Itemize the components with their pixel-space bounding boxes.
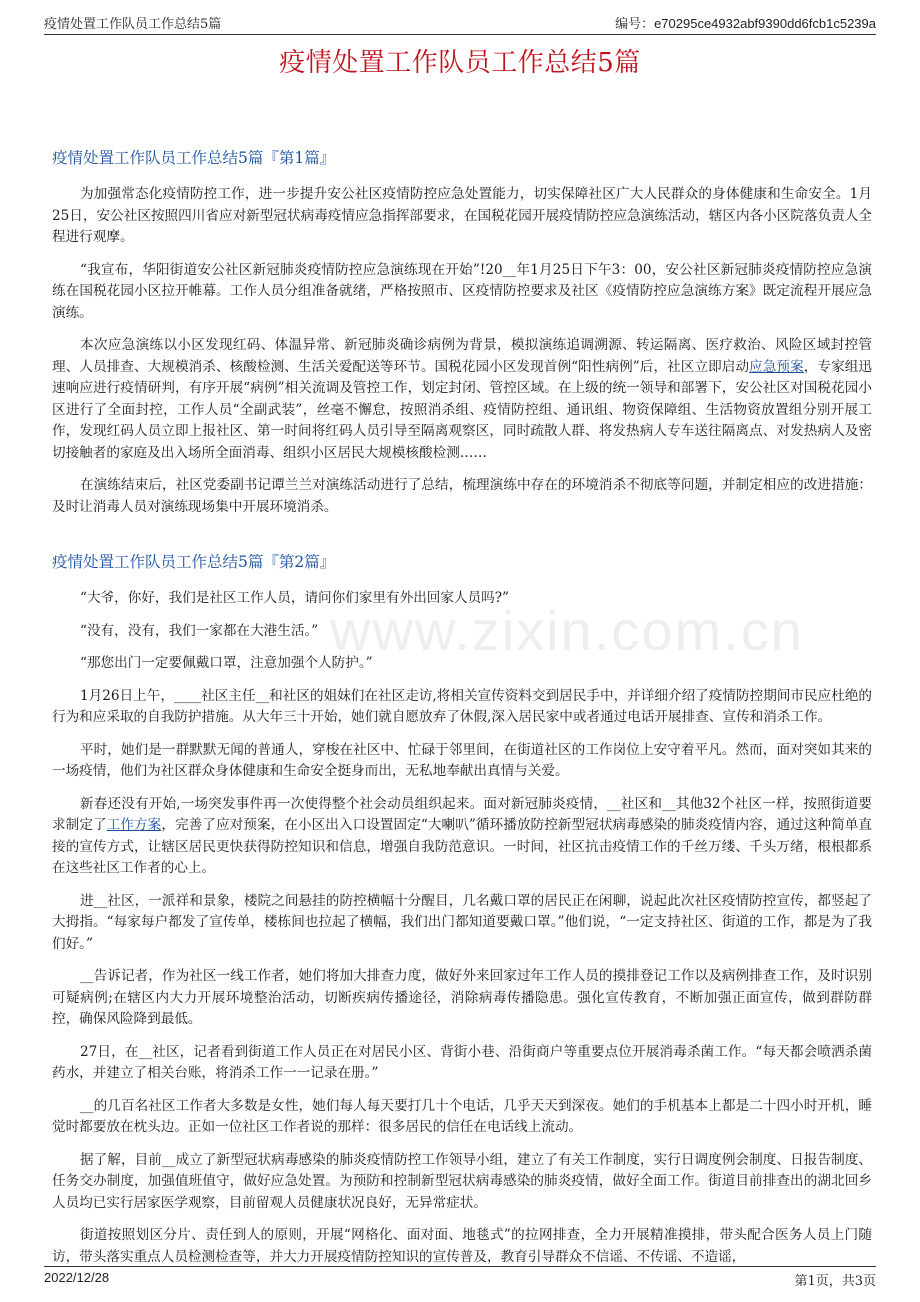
paragraph [52, 794, 872, 880]
footer-page-number: 第1页，共3页 [794, 1274, 876, 1289]
paragraph: __的几百名社区工作者大多数是女性，她们每人每天要打几十个电话，几乎天天到深夜。她们的手机基本上都是二十四小时开机，睡觉时都要放在枕头边。正如一位社区工作者说的那样：很多居民的信任在电话线上流动。 [52, 1097, 872, 1135]
watermark: www.zixin.com.cn [330, 599, 804, 662]
section-2 [52, 550, 872, 1279]
work-plan-link[interactable]: 工作方案 [106, 817, 162, 833]
paragraph-text: ，专家组迅速响应进行疫情研判，有序开展“病例”相关流调及管控工作，划定封闭、管控区域。在上级的统一领导和部署下，安公社区对国税花园小区进行了全面封控，工作人员“全副武装”，丝毫不懈怠，按照消杀组、疫情防控组、通讯组、物资保障组、生活物资放置组分别开展工作，发现红码人员立即上报社区、第一时间将红码人员引导至隔离观察区，同时疏散人群、将发热病人专车送往隔离点、对发热病人及密切接触者的家庭及出入场所全面消毒、组织小区居民大规模核酸检测…… [52, 358, 873, 461]
paragraph: “我宣布，华阳街道安公社区新冠肺炎疫情防控应急演练现在开始”!20__年1月25日下午3：00，安公社区新冠肺炎疫情防控应急演练在国税花园小区拉开帷幕。工作人员分组准备就绪，严格按照市、区疫情防控要求及社区《疫情防控应急演练方案》既定流程开展应急演练。 [52, 261, 872, 321]
page-footer [44, 1266, 876, 1290]
paragraph-text: 本次应急演练以小区发现红码、体温异常、新冠肺炎确诊病例为背景，模拟演练追调溯源、转运隔离、医疗救治、风险区域封控管理、人员排查、大规模消杀、核酸检测、生活关爱配送等环节。国税花园小区发现首例“阳性病例”后，社区立即启动 [52, 337, 872, 375]
paragraph: 为加强常态化疫情防控工作，进一步提升安公社区疫情防控应急处置能力，切实保障社区广大人民群众的身体健康和生命安全。1月25日，安公社区按照四川省应对新型冠状病毒疫情应急指挥部要求，在国税花园开展疫情防控应急演练活动，辖区内各小区院落负责人全程进行观摩。 [52, 186, 872, 245]
paragraph [52, 335, 872, 464]
page-header [44, 12, 876, 35]
section-1 [52, 146, 872, 529]
paragraph-text: ，完善了应对预案，在小区出入口设置固定“大喇叭”循环播放防控新型冠状病毒感染的肺炎疫情内容，通过这种简单直接的宣传方式，让辖区居民更快获得防控知识和信息，增强自我防范意识。一时间，社区抗击疫情工作的千丝万缕、千头万绪，根根都系在这些社区工作者的心上。 [52, 817, 873, 876]
section-heading: 疫情处置工作队员工作总结5篇『第1篇』 [52, 149, 336, 167]
paragraph: “大爷，你好，我们是社区工作人员，请问你们家里有外出回家人员吗?” [80, 590, 509, 606]
paragraph: 据了解，目前__成立了新型冠状病毒感染的肺炎疫情防控工作领导小组，建立了有关工作制度，实行日调度例会制度、日报告制度、任务交办制度，加强值班值守，做好应急处置。为预防和控制新型冠状病毒感染的肺炎疫情，做好全面工作。街道目前排查出的湖北回乡人员均已实行居家医学观察，目前留观人员健康状况良好，无异常症状。 [52, 1151, 872, 1211]
emergency-plan-link[interactable]: 应急预案 [749, 358, 804, 375]
paragraph: __告诉记者，作为社区一线工作者，她们将加大排查力度，做好外来回家过年工作人员的摸排登记工作以及病例排查工作，及时识别可疑病例;在辖区内大力开展环境整治活动，切断疾病传播途径，消除病毒传播隐患。强化宣传教育，不断加强正面宣传，做到群防群控，确保风险降到最低。 [52, 968, 872, 1027]
paragraph: 1月26日上午，____社区主任__和社区的姐妹们在社区走访,将相关宣传资料交到居民手中，并详细介绍了疫情防控期间市民应杜绝的行为和应采取的自我防护措施。从大年三十开始，她们就自愿放弃了休假,深入居民家中或者通过电话开展排查、宣传和消杀工作。 [52, 687, 872, 725]
paragraph: “那您出门一定要佩戴口罩，注意加强个人防护。” [80, 655, 373, 671]
paragraph: 进__社区，一派祥和景象，楼院之间悬挂的防控横幅十分醒目，几名戴口罩的居民正在闲聊，说起此次社区疫情防控宣传，都竖起了大拇指。“每家每户都发了宣传单，楼栋间也拉起了横幅，我们出门都知道要戴口罩。”他们说，“一定支持社区、街道的工作，都是为了我们好。” [52, 892, 872, 952]
paragraph-text: 新春还没有开始,一场突发事件再一次使得整个社会动员组织起来。面对新冠肺炎疫情，__社区和__其他32个社区一样，按照街道要求制定了 [52, 795, 872, 833]
paragraph: 在演练结束后，社区党委副书记谭兰兰对演练活动进行了总结，梳理演练中存在的环境消杀不彻底等问题，并制定相应的改进措施：及时让消毒人员对演练现场集中开展环境消杀。 [52, 477, 872, 515]
footer-date: 2022/12/28 [44, 1270, 110, 1285]
document-title: 疫情处置工作队员工作总结5篇 [279, 48, 641, 78]
header-doc-number: 编号：e70295ce4932abf9390dd6fcb1c5239a [615, 16, 876, 31]
header-doc-title: 疫情处置工作队员工作总结5篇 [44, 17, 222, 32]
paragraph: “没有，没有，我们一家都在大港生活。” [80, 622, 319, 639]
section-heading: 疫情处置工作队员工作总结5篇『第2篇』 [52, 553, 336, 571]
paragraph: 27日，在__社区，记者看到街道工作人员正在对居民小区、背街小巷、沿街商户等重要点位开展消毒杀菌工作。“每天都会喷洒杀菌药水，并建立了相关台账，将消杀工作一一记录在册。” [52, 1043, 872, 1081]
paragraph: 平时，她们是一群默默无闻的普通人，穿梭在社区中、忙碌于邻里间，在街道社区的工作岗位上安守着平凡。然而，面对突如其来的一场疫情，他们为社区群众身体健康和生命安全挺身而出，无私地奉献出真情与关爱。 [52, 741, 872, 779]
paragraph: 街道按照划区分片、责任到人的原则，开展“网格化、面对面、地毯式”的拉网排查，全力开展精准摸排，带头配合医务人员上门随访，带头落实重点人员检测检查等，并大力开展疫情防控知识的宣传普及，教育引导群众不信谣、不传谣、不造谣， [52, 1227, 872, 1265]
